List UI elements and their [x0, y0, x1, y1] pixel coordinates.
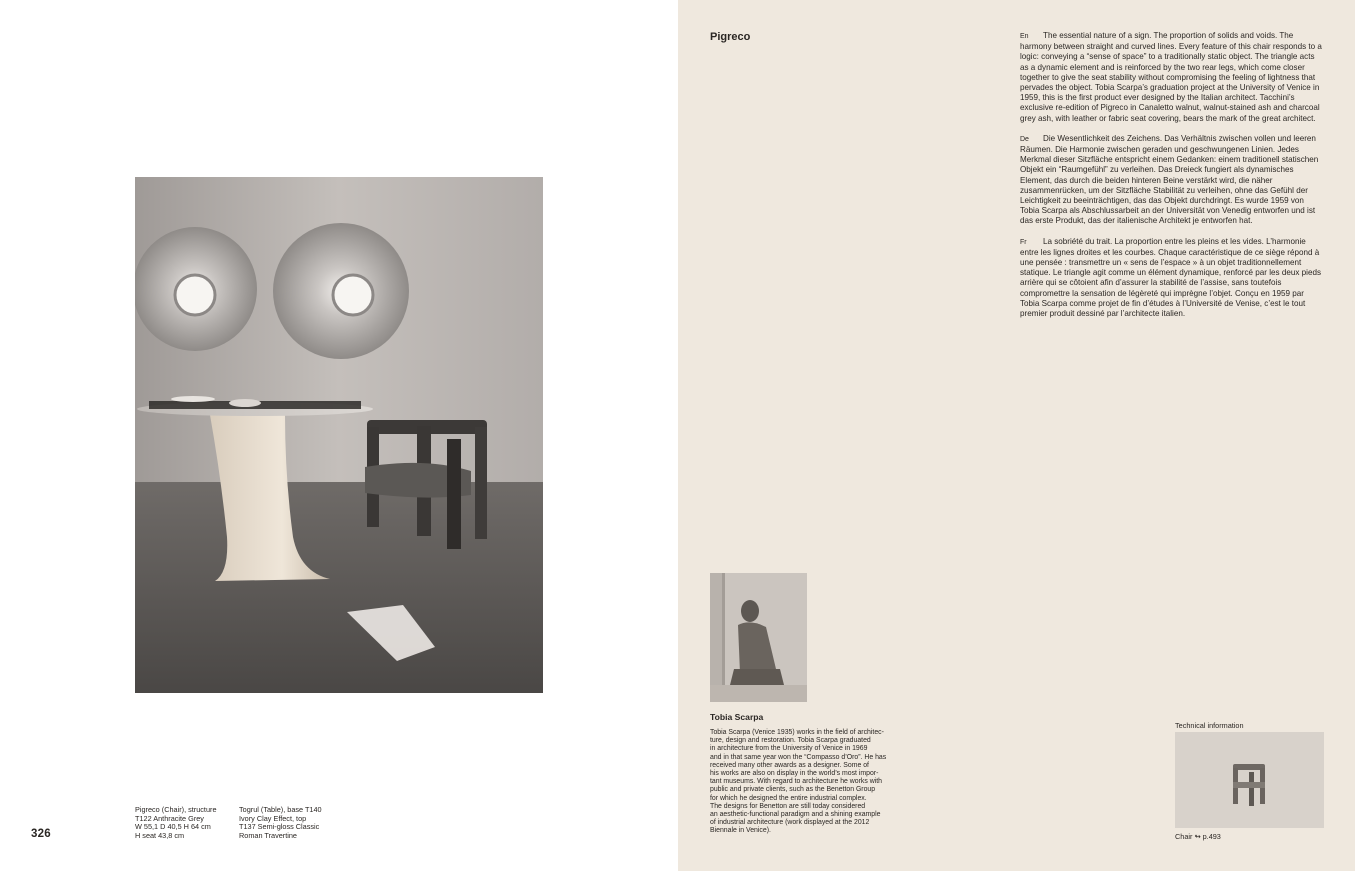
right-page — [678, 0, 1355, 871]
description-text-en: The essential nature of a sign. The proportion of solids and voids. The harmony between straight and curved lines. Every feature of this chair responds to a logic: conveying a “sense of space” to a traditionally static object. The triangle acts as a dynamic element and is reinforced by the two rear legs, which come closer together to give the seat stability without compromising the feeling of lightness that pervades the object. Tobia Scarpa’s graduation project at the University of Venice in 1959, this is the first product ever designed by the Italian architect. Tacchini’s exclusive re-edition of Pigreco in Canaletto walnut, walnut-stained ash and charcoal grey ash, with leather or fabric seat covering, bears the mark of the great architect. — [1020, 31, 1322, 123]
description-text-de: Die Wesentlichkeit des Zeichens. Das Verhältnis zwischen vollen und leeren Räumen. Die Harmonie zwischen geraden und geschwungenen Linien. Jedes Merkmal dieser Sitzfläche entspricht einem Gedanken: einem traditionell statischen Objekt ein “Raumgefühl” zu verleihen. Das Dreieck fungiert als dynamisches Element, das durch die beiden hinteren Beine verstärkt wird, die näher zusammenrücken, um der Sitzfläche Stabilität zu verleihen, ohne das Gefühl der Leichtigkeit zu beeinträchtigen, das das Objekt durchdringt. Es wurde 1959 von Tobia Scarpa als Abschlussarbeit an der Universität von Venedig entworfen und ist das erste Produkt, das der italienische Architekt je entworfen hat. — [1020, 133, 1319, 226]
technical-information-label: Technical information — [1175, 721, 1244, 730]
language-tag-fr: Fr — [1020, 238, 1027, 246]
chair-thumbnail — [1175, 732, 1324, 828]
caption-chair: Pigreco (Chair), structure T122 Anthracite Grey W 55,1 D 40,5 H 64 cm H seat 43,8 cm — [135, 805, 217, 840]
designer-name: Tobia Scarpa — [710, 712, 764, 722]
description-de — [1020, 134, 1325, 227]
page-number: 326 — [31, 828, 51, 840]
description-en — [1020, 31, 1325, 124]
caption-table: Togrul (Table), base T140 Ivory Clay Effect, top T137 Semi-gloss Classic Roman Travertine — [239, 805, 322, 840]
language-tag-en: En — [1020, 33, 1029, 40]
product-title: Pigreco — [710, 31, 751, 43]
product-photo — [135, 177, 543, 693]
language-tag-de: De — [1020, 135, 1029, 143]
designer-portrait — [710, 573, 807, 702]
designer-bio: Tobia Scarpa (Venice 1935) works in the field of architec- ture, design and restoration. Tobia Scarpa graduated in architecture from the University of Venice in 1969 and in that same year won the “Compasso d’Oro”. He has received many other awards as a designer. Some of his works are also on display in the world’s most impor- tant museums. With regard to architecture he works with public and private clients, such as the Benetton Group for which he designed the entire industrial complex. The designs for Benetton are still today considered an aesthetic-functional paradigm and a shining example of industrial architecture (work displayed at the 2012 Biennale in Venice). — [710, 729, 887, 835]
description-column — [1020, 31, 1325, 329]
description-text-fr: La sobriété du trait. La proportion entre les pleins et les vides. L’harmonie entre les lignes droites et les courbes. Chaque caractéristique de ce siège répond à une pensée : transmettre un « sens de l’espace » à un objet traditionnellement statique. Le triangle agit comme un élément dynamique, renforcé par les deux pieds arrière qui se côtoient afin d’assurer la stabilité de l’assise, sans toutefois compromettre la sensation de légèreté qui imprègne l’objet. Conçu en 1959 par Tobia Scarpa comme projet de fin d’études à l’Université de Venise, c’est le tout premier produit dessiné par l’architecte italien. — [1020, 236, 1321, 319]
chair-page-link[interactable]: Chair ↬ p.493 — [1175, 832, 1221, 841]
description-fr — [1020, 237, 1325, 320]
